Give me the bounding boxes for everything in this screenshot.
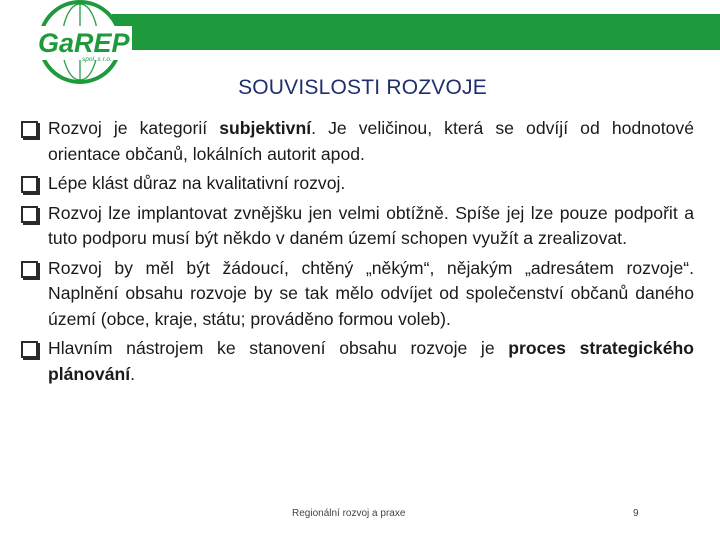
checkbox-bullet-icon: [21, 121, 38, 138]
logo-text: GaREP: [38, 28, 130, 58]
checkbox-bullet-icon: [21, 341, 38, 358]
bullet-item: Rozvoj by měl být žádoucí, chtěný „někým“, nějakým „adresátem rozvoje“. Naplnění obsahu rozvoje by se tak mělo odvíjet od společenství občanů daného území (obce, kraje, státu; prováděno formou voleb).: [20, 256, 694, 333]
garep-logo: [8, 0, 134, 84]
bullet-item: Rozvoj je kategorií subjektivní. Je veličinou, která se odvíjí od hodnotové orientace občanů, lokálních autorit apod.: [20, 116, 694, 167]
checkbox-bullet-icon: [21, 261, 38, 278]
top-green-bar: [112, 14, 720, 50]
checkbox-bullet-icon: [21, 206, 38, 223]
bullet-item: Lépe klást důraz na kvalitativní rozvoj.: [20, 171, 694, 197]
page-number: 9: [633, 508, 639, 519]
checkbox-bullet-icon: [21, 176, 38, 193]
slide-title: SOUVISLOSTI ROZVOJE: [238, 76, 487, 99]
bullet-list: [20, 116, 694, 391]
bullet-item: Hlavním nástrojem ke stanovení obsahu rozvoje je proces strategického plánování.: [20, 336, 694, 387]
footer-text: Regionální rozvoj a praxe: [292, 508, 406, 519]
bullet-item: Rozvoj lze implantovat zvnějšku jen velmi obtížně. Spíše jej lze pouze podpořit a tuto podporu musí být někdo v daném území schopen využít a zrealizovat.: [20, 201, 694, 252]
logo-subtext: spol. s r.o.: [82, 56, 112, 63]
